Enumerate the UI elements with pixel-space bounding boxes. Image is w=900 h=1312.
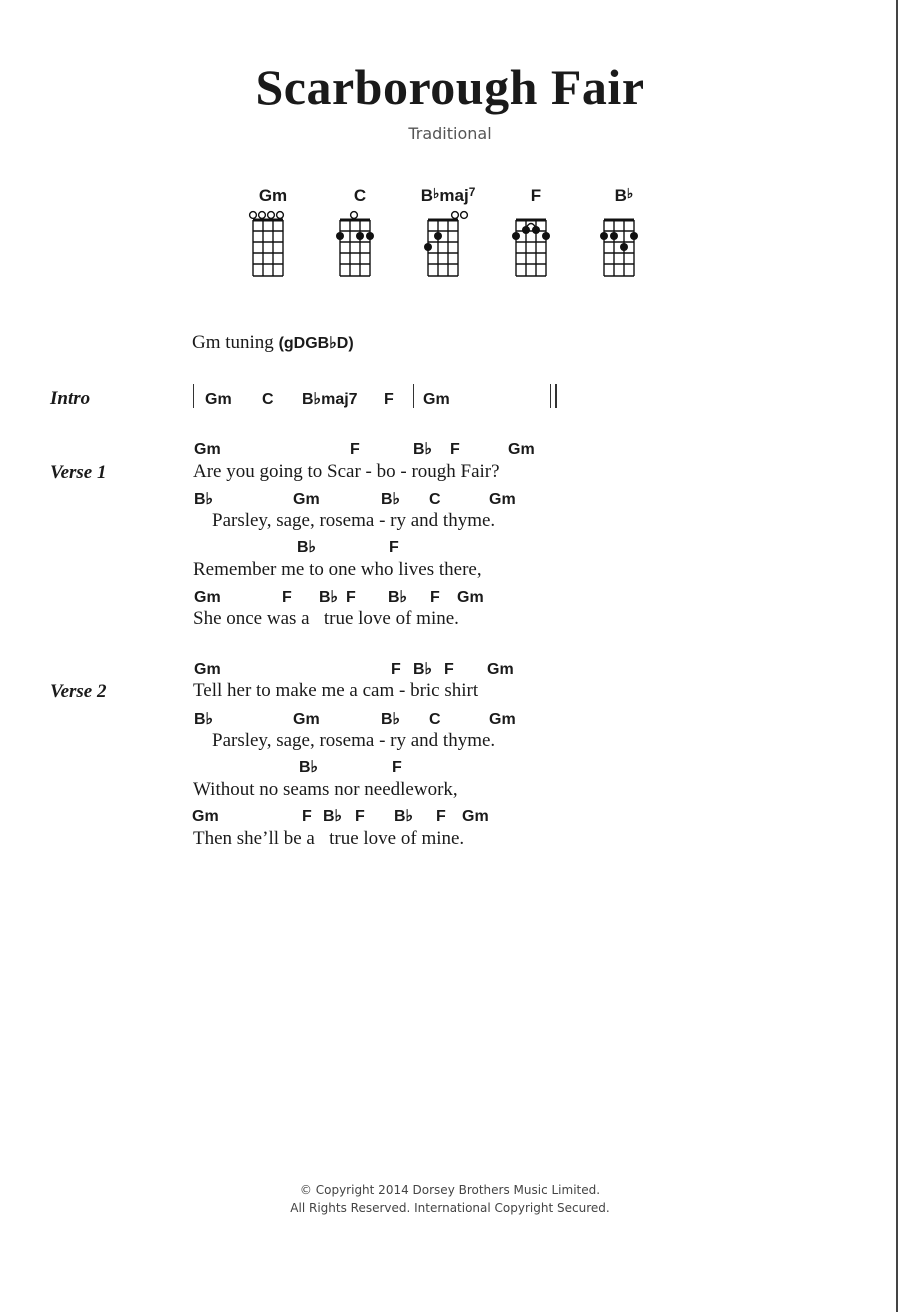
chord-name: F — [530, 186, 542, 205]
section-label-verse-1: Verse 1 — [50, 462, 107, 483]
chord-name: B♭maj$^7$ — [420, 184, 476, 205]
section-label-intro: Intro — [50, 388, 91, 409]
chord-symbol: F — [392, 759, 402, 776]
chord-symbol: Gm — [194, 441, 221, 458]
intro-chord: Gm — [205, 391, 232, 408]
chord-symbol: B♭ — [413, 661, 433, 678]
final-barline — [550, 384, 551, 408]
chord-symbol: B♭ — [413, 441, 433, 458]
section-label-verse-2: Verse 2 — [50, 681, 107, 702]
chord-name: Gm — [258, 186, 288, 205]
lyric-line: Are you going to Scar - bo - rough Fair? — [193, 461, 500, 482]
lyric-line: Parsley, sage, rosema - ry and thyme. — [193, 510, 496, 531]
chord-symbol: B♭ — [381, 711, 401, 728]
copyright-notice — [0, 1181, 900, 1217]
final-barline — [555, 384, 557, 408]
chord-symbol: Gm — [489, 491, 516, 508]
chord-symbol: F — [350, 441, 360, 458]
chord-symbol: F — [302, 808, 312, 825]
intro-chord: F — [384, 391, 394, 408]
barline — [193, 384, 194, 408]
composer: Traditional — [408, 124, 492, 143]
chord-symbol: Gm — [487, 661, 514, 678]
chord-symbol: F — [430, 589, 440, 606]
chord-symbol: B♭ — [323, 808, 343, 825]
chord-symbol: Gm — [293, 711, 320, 728]
chord-symbol: C — [429, 711, 441, 728]
song-title: Scarborough Fair — [255, 59, 645, 115]
chord-symbol: B♭ — [194, 491, 214, 508]
chord-name: B♭ — [614, 185, 634, 205]
chord-symbol: F — [436, 808, 446, 825]
chord-symbol: B♭ — [319, 589, 339, 606]
chord-symbol: Gm — [457, 589, 484, 606]
chord-symbol: B♭ — [381, 491, 401, 508]
chord-symbol: B♭ — [388, 589, 408, 606]
chord-symbol: Gm — [462, 808, 489, 825]
chord-symbol: Gm — [508, 441, 535, 458]
lyric-line: She once was a true love of mine. — [193, 608, 459, 629]
tuning-value: (gDGB♭D) — [278, 335, 354, 352]
chord-symbol: B♭ — [299, 759, 319, 776]
chord-symbol: Gm — [194, 661, 221, 678]
chord-diagram-bb — [584, 186, 664, 286]
chord-diagram-bbmaj7 — [408, 186, 488, 286]
tuning-line — [192, 332, 354, 354]
chord-symbol: F — [355, 808, 365, 825]
copyright-line-2: All Rights Reserved. International Copyright Secured. — [290, 1201, 610, 1215]
chord-symbol: Gm — [192, 808, 219, 825]
barline — [413, 384, 414, 408]
chord-symbol: B♭ — [194, 711, 214, 728]
page-edge — [896, 0, 898, 1312]
chord-diagram-icon — [332, 206, 388, 282]
chord-symbol: Gm — [293, 491, 320, 508]
chord-symbol: C — [429, 491, 441, 508]
intro-chord: C — [262, 391, 274, 408]
chord-symbol: B♭ — [297, 539, 317, 556]
lyric-line: Remember me to one who lives there, — [193, 559, 482, 580]
tuning-label: Gm tuning — [192, 332, 274, 353]
chord-symbol: F — [282, 589, 292, 606]
intro-chord: B♭maj7 — [302, 391, 358, 408]
chord-diagram-icon — [508, 206, 564, 282]
chord-diagram-icon — [245, 206, 301, 282]
chord-symbol: F — [444, 661, 454, 678]
chord-diagram-icon — [420, 206, 476, 282]
intro-chord: Gm — [423, 391, 450, 408]
chord-symbol: F — [391, 661, 401, 678]
chord-name: C — [353, 186, 367, 205]
chord-diagram-c — [320, 186, 400, 286]
chord-symbol: F — [450, 441, 460, 458]
chord-symbol: B♭ — [394, 808, 414, 825]
chord-symbol: F — [346, 589, 356, 606]
chord-diagram-f — [496, 186, 576, 286]
chord-diagram-icon — [596, 206, 652, 282]
lyric-line: Then she’ll be a true love of mine. — [193, 828, 465, 849]
chord-diagram-gm — [233, 186, 313, 286]
copyright-line-1: © Copyright 2014 Dorsey Brothers Music Limited. — [299, 1183, 601, 1197]
chord-symbol: Gm — [194, 589, 221, 606]
chord-symbol: Gm — [489, 711, 516, 728]
lyric-line: Tell her to make me a cam - bric shirt — [193, 680, 479, 701]
chord-symbol: F — [389, 539, 399, 556]
lyric-line: Parsley, sage, rosema - ry and thyme. — [193, 730, 496, 751]
lyric-line: Without no seams nor needlework, — [193, 779, 458, 800]
